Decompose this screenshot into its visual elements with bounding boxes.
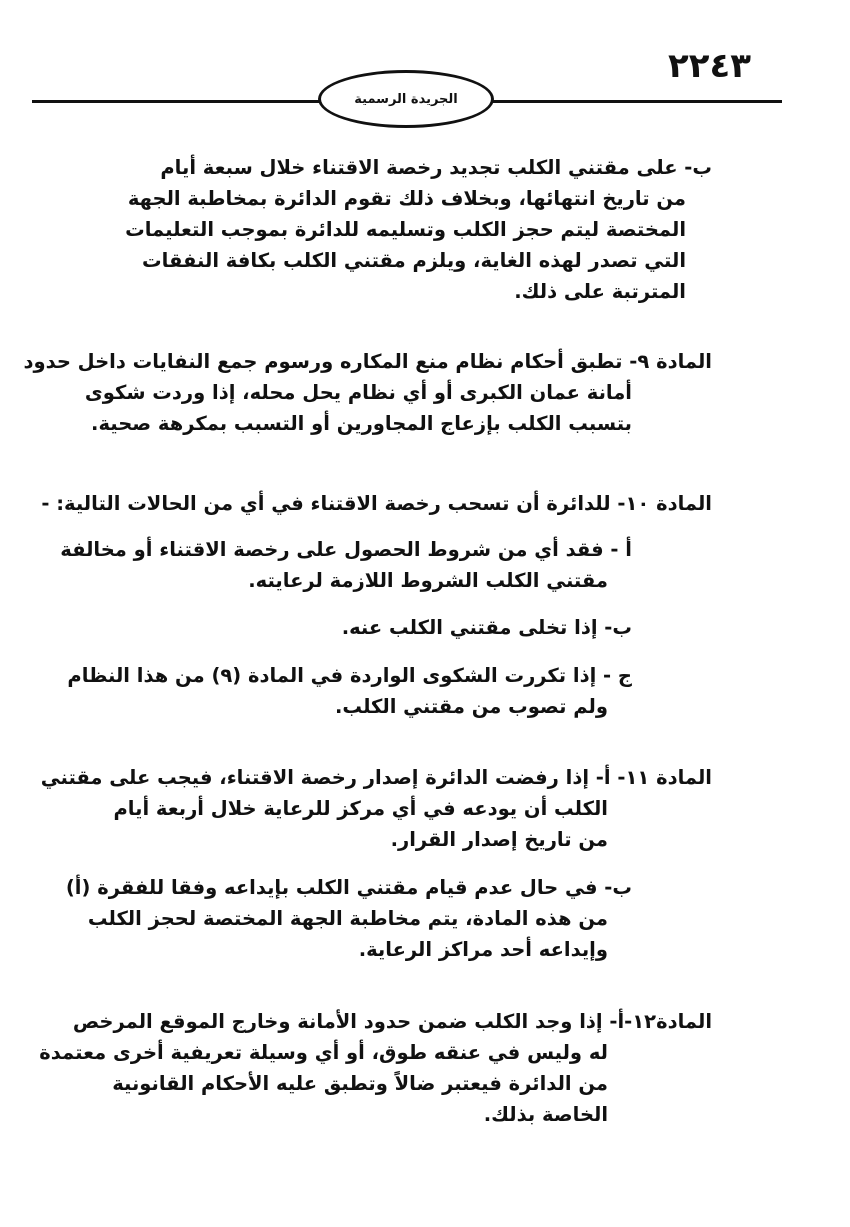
text-line: الخاصة بذلك. bbox=[483, 1103, 608, 1126]
article-10-heading: المادة ١٠- للدائرة أن تسحب رخصة الاقتناء في أي من الحالات التالية: - bbox=[41, 492, 712, 515]
text-line: من تاريخ انتهائها، وبخلاف ذلك تقوم الدائرة بمخاطبة الجهة bbox=[127, 187, 686, 210]
gazette-title: الجريدة الرسمية bbox=[354, 91, 458, 107]
article-10-item-a bbox=[0, 534, 632, 596]
gazette-title-oval bbox=[318, 70, 494, 128]
text-line: أمانة عمان الكبرى أو أي نظام يحل محله، إذا وردت شكوى bbox=[84, 381, 632, 404]
text-line: من هذه المادة، يتم مخاطبة الجهة المختصة لحجز الكلب bbox=[87, 907, 608, 930]
text-line: الكلب أن يودعه في أي مركز للرعاية خلال أربعة أيام bbox=[113, 797, 608, 820]
text-line: بتسبب الكلب بإزعاج المجاورين أو التسبب بمكرهة صحية. bbox=[91, 412, 632, 435]
text-line: ب- على مقتني الكلب تجديد رخصة الاقتناء خلال سبعة أيام bbox=[160, 156, 712, 179]
article-10-item-c bbox=[0, 660, 632, 722]
article-10-item-b bbox=[0, 612, 632, 643]
article-12 bbox=[12, 1006, 712, 1130]
article-11-item-b bbox=[0, 872, 632, 965]
text-line: ب- إذا تخلى مقتني الكلب عنه. bbox=[341, 616, 632, 639]
article-11-item-a bbox=[12, 762, 712, 855]
text-line: المادة١٢-أ- إذا وجد الكلب ضمن حدود الأمانة وخارج الموقع المرخص bbox=[72, 1010, 712, 1033]
text-line: مقتني الكلب الشروط اللازمة لرعايته. bbox=[248, 569, 608, 592]
text-line: أ - فقد أي من شروط الحصول على رخصة الاقتناء أو مخالفة bbox=[60, 538, 632, 561]
text-line: من تاريخ إصدار القرار. bbox=[390, 828, 608, 851]
text-line: له وليس في عنقه طوق، أو أي وسيلة تعريفية أخرى معتمدة bbox=[39, 1041, 608, 1064]
text-line: ج - إذا تكررت الشكوى الواردة في المادة (٩) من هذا النظام bbox=[67, 664, 632, 687]
article-9 bbox=[12, 346, 712, 439]
text-line: المختصة ليتم حجز الكلب وتسليمه للدائرة بموجب التعليمات bbox=[125, 218, 686, 241]
text-line: ب- في حال عدم قيام مقتني الكلب بإيداعه وفقا للفقرة (أ) bbox=[65, 876, 632, 899]
text-line: المترتبة على ذلك. bbox=[514, 280, 686, 303]
text-line: المادة ١١- أ- إذا رفضت الدائرة إصدار رخصة الاقتناء، فيجب على مقتني bbox=[40, 766, 712, 789]
text-line: ولم تصوب من مقتني الكلب. bbox=[335, 695, 608, 718]
text-line: التي تصدر لهذه الغاية، ويلزم مقتني الكلب بكافة النفقات bbox=[142, 249, 686, 272]
page-number: ٢٢٤٣ bbox=[668, 46, 752, 86]
paragraph-b-renewal bbox=[52, 152, 712, 307]
text-line: المادة ٩- تطبق أحكام نظام منع المكاره ورسوم جمع النفايات داخل حدود bbox=[23, 350, 712, 373]
article-10 bbox=[12, 488, 712, 519]
text-line: وإيداعه أحد مراكز الرعاية. bbox=[358, 938, 608, 961]
text-line: من الدائرة فيعتبر ضالاً وتطبق عليه الأحكام القانونية bbox=[112, 1072, 608, 1095]
